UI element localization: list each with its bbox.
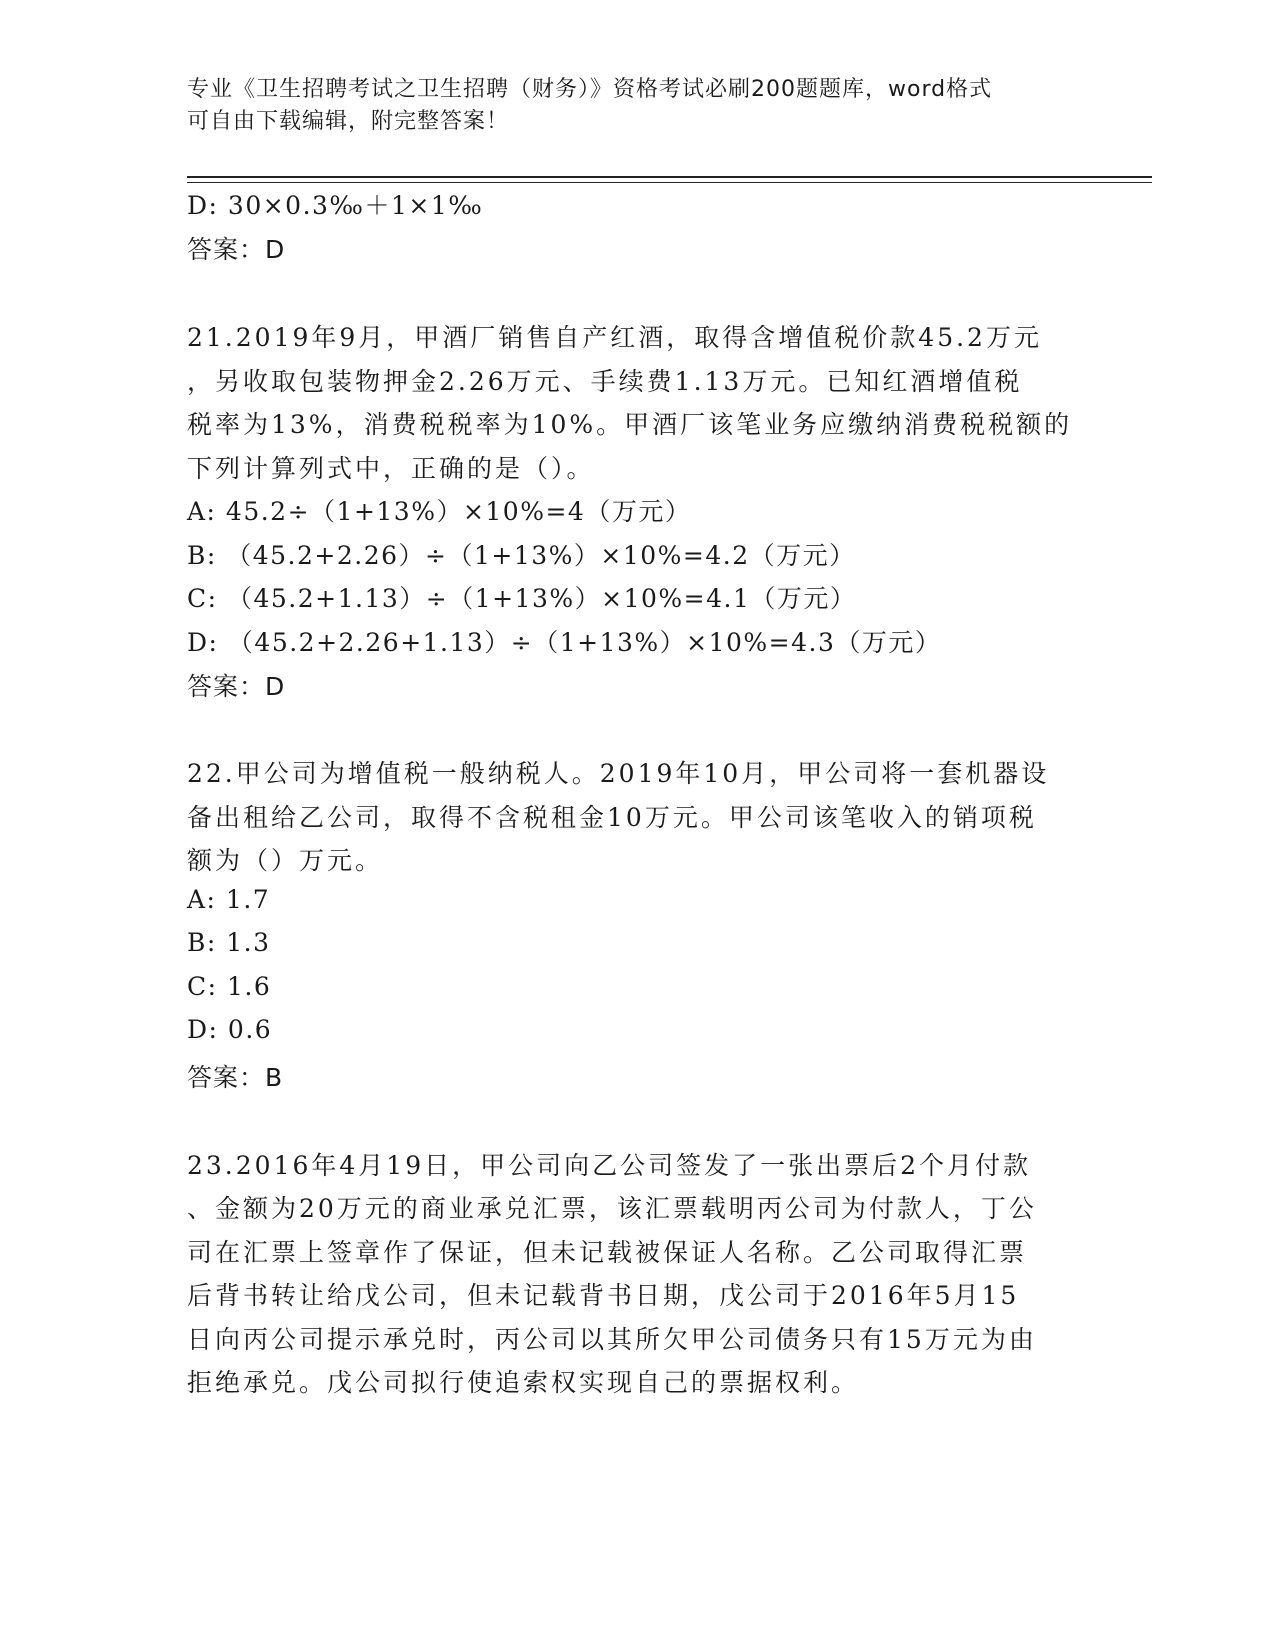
header-line-1: 专业《卫生招聘考试之卫生招聘（财务）》资格考试必刷200题题库，word格式 (187, 77, 993, 102)
q22-option-d: D: 0.6 (187, 1015, 273, 1044)
q22-stem-line-1: 22.甲公司为增值税一般纳税人。2019年10月，甲公司将一套机器设 (187, 759, 1050, 788)
q22-answer: 答案：B (187, 1063, 284, 1092)
q23-stem-line-6: 拒绝承兑。戊公司拟行使追索权实现自己的票据权利。 (187, 1368, 860, 1397)
q23-stem-line-5: 日向丙公司提示承兑时，丙公司以其所欠甲公司债务只有15万元为由 (187, 1325, 1037, 1354)
q21-option-b: B: （45.2+2.26）÷（1+13%）×10%=4.2（万元） (187, 541, 856, 570)
q22-option-c: C: 1.6 (187, 972, 272, 1001)
q23-stem-line-1: 23.2016年4月19日，甲公司向乙公司签发了一张出票后2个月付款 (187, 1151, 1032, 1180)
q22-stem-line-2: 备出租给乙公司，取得不含税租金10万元。甲公司该笔收入的销项税 (187, 803, 1037, 832)
page-header (187, 74, 1067, 138)
q22-option-a: A: 1.7 (187, 885, 271, 914)
q22-stem-line-3: 额为（）万元。 (187, 846, 384, 875)
q21-stem-line-4: 下列计算列式中，正确的是（）。 (187, 454, 595, 483)
q21-stem-line-3: 税率为13%，消费税税率为10%。甲酒厂该笔业务应缴纳消费税税额的 (187, 410, 1073, 439)
header-line-2: 可自由下载编辑，附完整答案！ (187, 109, 510, 134)
q22-option-b: B: 1.3 (187, 928, 271, 957)
q21-stem-line-2: ，另收取包装物押金2.26万元、手续费1.13万元。已知红酒增值税 (187, 367, 1023, 396)
q21-stem-line-1: 21.2019年9月，甲酒厂销售自产红酒，取得含增值税价款45.2万元 (187, 323, 1042, 352)
q21-option-a: A: 45.2÷（1+13%）×10%=4（万元） (187, 497, 692, 526)
q23-stem-line-2: 、金额为20万元的商业承兑汇票，该汇票载明丙公司为付款人，丁公 (187, 1194, 1037, 1223)
prev-answer: 答案：D (187, 235, 286, 264)
q21-answer: 答案：D (187, 672, 286, 701)
q21-option-d: D: （45.2+2.26+1.13）÷（1+13%）×10%=4.3（万元） (187, 628, 942, 657)
q21-option-c: C: （45.2+1.13）÷（1+13%）×10%=4.1（万元） (187, 584, 857, 613)
q23-stem-line-4: 后背书转让给戊公司，但未记载背书日期，戊公司于2016年5月15 (187, 1281, 1020, 1310)
q23-stem-line-3: 司在汇票上签章作了保证，但未记载被保证人名称。乙公司取得汇票 (187, 1238, 1028, 1267)
prev-option-d: D: 30×0.3‰＋1×1‰ (187, 191, 484, 220)
header-divider (187, 176, 1152, 183)
